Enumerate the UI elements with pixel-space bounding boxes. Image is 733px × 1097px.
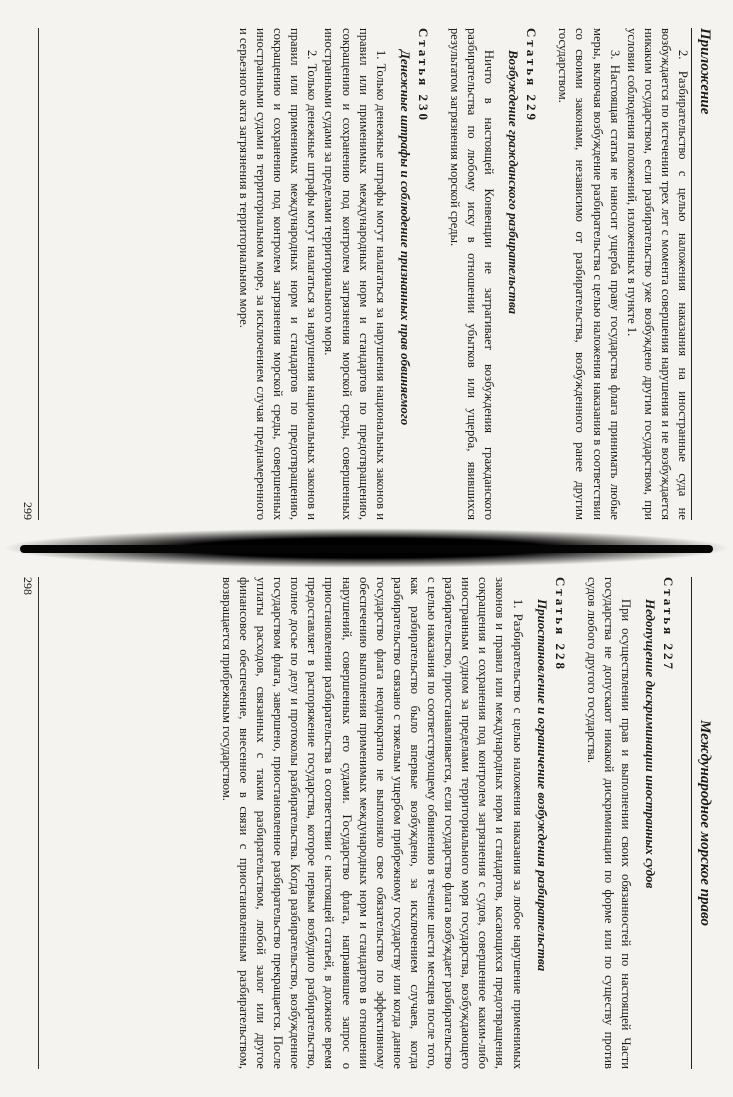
page-body bbox=[235, 28, 691, 520]
article-title: Приостановление и ограничение возбуждения разбирательства bbox=[534, 599, 550, 972]
page-299 bbox=[0, 0, 733, 548]
page-number: 299 bbox=[20, 28, 39, 520]
paragraph: Ничто в настоящей Конвенции не затрагивает возбуждения гражданского разбирательства по любому иску в отношении убытков или ущерба, явившихся результатом загрязнения морской среды. bbox=[447, 28, 497, 520]
page-298 bbox=[0, 549, 733, 1097]
paragraph: 2. Только денежные штрафы могут налагаться за нарушения национальных законов и правил или применимых международных норм и стандартов по предотвращению, сокращению и сохранению под контролем загрязнения морской среды, совершенных иностранными судами в территориальном море, за исключением случая преднамеренного и серьезного акта загрязнения в территориальном море. bbox=[237, 28, 320, 520]
article-title: Денежные штрафы и соблюдение признанных прав обвиняемого bbox=[397, 50, 413, 426]
paragraph: 1. Разбирательство с целью наложения наказания за любое нарушение применимых законов и правил или международных норм и стандартов, касающихся предотвращения, сокращения и сохранения под контролем загрязнения с судов, совершенное каким-либо иностранным судном за пределами территориального моря государства, возбуждающего разбирательство, приостанавливается, если государство флага возбуждает разбирательство с целью наказания по соответствующему обвинению в течение шести месяцев после того, как разбирательство было впервые возбуждено, за исключением случаев, когда разбирательство связано с тяжелым ущербом прибрежному государству или когда данное государство флага неоднократно не выполняло свое обязательство по эффективному обеспечению выполнения применимых международных норм и стандартов в отношении нарушений, совершенных его судами. Государство флага, направившее запрос о приостановлении разбирательства в соответствии с настоящей статьей, в должное время предоставляет в распоряжение государства, которое первым возбудило разбирательство, полное досье по делу и протоколы разбирательства. Когда разбирательство, возбужденное государством флага, завершено, приостановленное разбирательство прекращается. После уплаты расходов, связанных с таким разбирательством, любой залог или другое финансовое обеспечение, внесенное в связи с приостановленным разбирательством, возвращается прибрежным государством. bbox=[219, 577, 525, 1069]
article-number: Статья 230 bbox=[415, 28, 431, 123]
paragraph: При осуществлении прав и выполнении своих обязанностей по настоящей Части государства не допускают никакой дискриминации по форме или по существу против судов любого другого государства. bbox=[584, 577, 633, 1069]
running-header: Международное морское право bbox=[691, 577, 713, 1069]
page-body bbox=[218, 577, 677, 1069]
paragraph: 3. Настоящая статья не наносит ущерба праву государства флага принимать любые меры, включая возбуждение разбирательства с целью наложения наказания в соответствии со своими законами, независимо от разбирательства, возбужденного ранее другим государством. bbox=[556, 28, 622, 520]
paragraph: 2. Разбирательство с целью наложения наказания на иностранные суда не возбуждается по истечении трех лет с момента совершения нарушения и не возбуждается никаким государством, если разбирательство уже возбуждено другим государством, при условии соблюдения положений, изложенных в пункте 1. bbox=[624, 28, 690, 520]
article-number: Статья 229 bbox=[524, 28, 540, 123]
article-title: Возбуждение гражданского разбирательства bbox=[506, 50, 522, 315]
article-number: Статья 227 bbox=[661, 577, 676, 672]
running-header: Приложение bbox=[691, 28, 713, 520]
article-number: Статья 228 bbox=[552, 577, 568, 672]
article-title: Недопущение дискриминации иностранных судов bbox=[642, 599, 658, 889]
paragraph: 1. Только денежные штрафы могут налагаться за нарушения национальных законов и правил или применимых международных норм и стандартов по предотвращению, сокращению и сохранению под контролем загрязнения морской среды, совершенных иностранными судами за пределами территориального моря. bbox=[322, 28, 388, 520]
page-number: 298 bbox=[20, 577, 39, 1069]
